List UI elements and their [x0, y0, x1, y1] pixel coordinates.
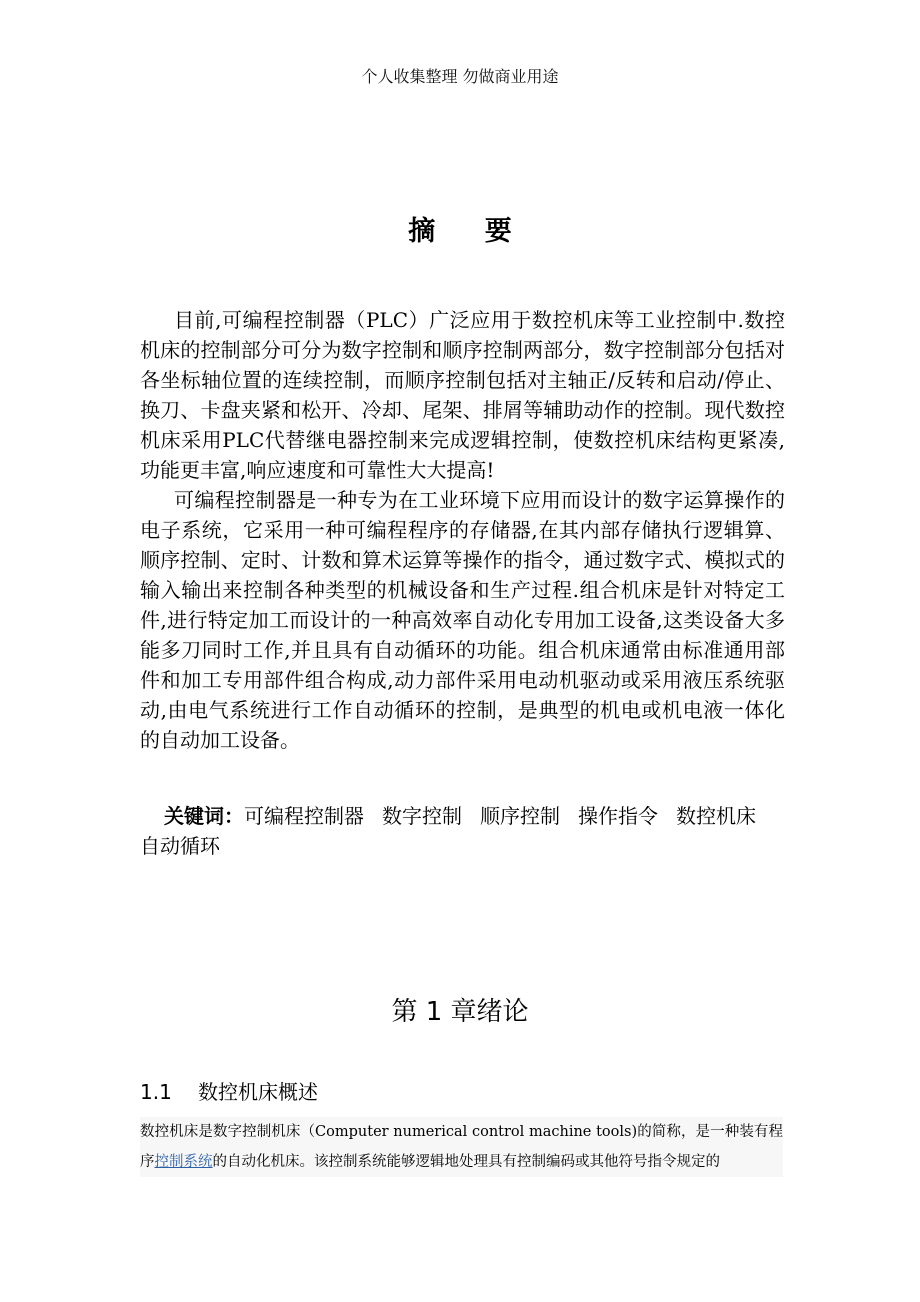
keyword: 自动循环: [140, 834, 220, 858]
section-title: [140, 1075, 318, 1109]
keyword: 顺序控制: [480, 804, 560, 828]
section-heading-text: 数控机床概述: [198, 1080, 318, 1104]
section-text: 的自动化机床。该控制系统能够逻辑地处理具有控制编码或其他符号指令规定的: [212, 1154, 720, 1170]
keyword: 数字控制: [382, 804, 462, 828]
keywords: [140, 801, 785, 861]
keyword: 数控机床: [676, 804, 756, 828]
abstract-body: [140, 305, 785, 755]
keyword: 可编程控制器: [244, 804, 364, 828]
section-body: [140, 1117, 783, 1177]
keywords-label: 关键词：: [164, 804, 244, 828]
page-header: 个人收集整理 勿做商业用途: [361, 67, 559, 86]
abstract-title: 摘 要: [408, 216, 532, 247]
section-number: 1.1: [140, 1080, 172, 1104]
abstract-paragraph: 可编程控制器是一种专为在工业环境下应用而设计的数字运算操作的电子系统，它采用一种可编程程序的存储器,在其内部存储执行逻辑算、顺序控制、定时、计数和算术运算等操作的指令，通过数字式、模拟式的输入输出来控制各种类型的机械设备和生产过程.组合机床是针对特定工件,进行特定加工而设计的一种高效率自动化专用加工设备,这类设备大多能多刀同时工作,并且具有自动循环的功能。组合机床通常由标准通用部件和加工专用部件组合构成,动力部件采用电动机驱动或采用液压系统驱动,由电气系统进行工作自动循环的控制，是典型的机电或机电液一体化的自动加工设备。: [140, 488, 785, 752]
section-text: 数控机床是数字控制机床（Computer numerical control machine tools)的简称，是一种装有程序: [140, 1124, 783, 1170]
chapter-title: 第 1 章绪论: [391, 997, 529, 1027]
keyword: 操作指令: [578, 804, 658, 828]
control-system-link[interactable]: 控制系统: [154, 1154, 213, 1170]
abstract-paragraph: 目前,可编程控制器（PLC）广泛应用于数控机床等工业控制中.数控机床的控制部分可分为数字控制和顺序控制两部分，数字控制部分包括对各坐标轴位置的连续控制，而顺序控制包括对主轴正/反转和启动/停止、换刀、卡盘夹紧和松开、冷却、尾架、排屑等辅助动作的控制。现代数控机床采用PLC代替继电器控制来完成逻辑控制，使数控机床结构更紧凑,功能更丰富,响应速度和可靠性大大提高!: [140, 308, 785, 482]
